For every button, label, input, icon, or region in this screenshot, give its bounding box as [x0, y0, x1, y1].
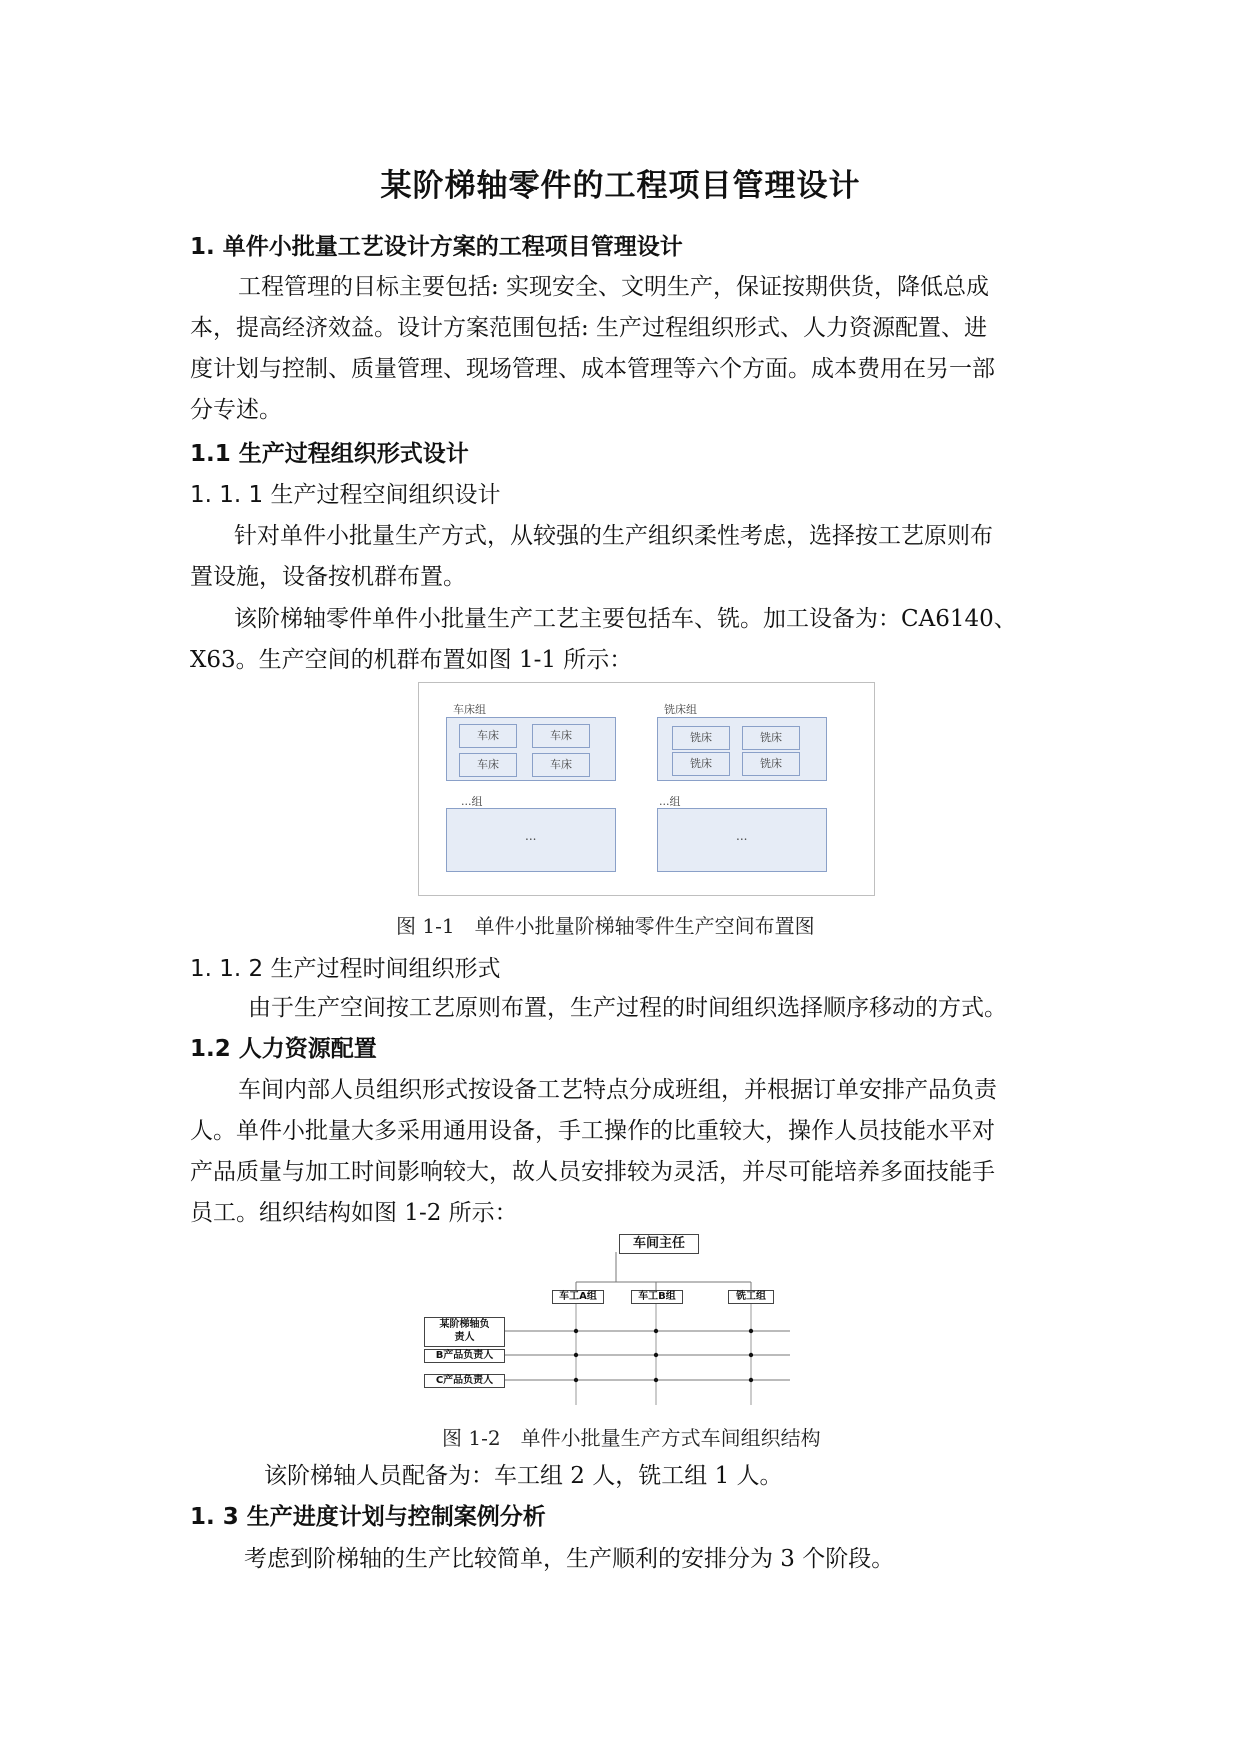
- group-label-lathe: 车床组: [453, 703, 486, 716]
- section-1-para-line: 工程管理的目标主要包括: 实现安全、文明生产，保证按期供货，降低总成: [238, 274, 990, 300]
- lathe-machine: 车床: [459, 753, 517, 777]
- lathe-machine: 车床: [532, 753, 590, 777]
- figure-1-1-caption: 图 1-1 单件小批量阶梯轴零件生产空间布置图: [396, 914, 815, 938]
- mill-machine: 铣床: [742, 726, 800, 750]
- mill-group: [657, 717, 827, 781]
- section-1-1-heading: 1.1 生产过程组织形式设计: [190, 441, 469, 467]
- staffing-para: 该阶梯轴人员配备为：车工组 2 人，铣工组 1 人。: [264, 1463, 783, 1489]
- section-1-1-1-heading: 1. 1. 1 生产过程空间组织设计: [190, 482, 501, 508]
- document-title: 某阶梯轴零件的工程项目管理设计: [380, 168, 861, 204]
- section-1-para-line: 分专述。: [190, 397, 282, 423]
- org-row-label: C产品负责人: [424, 1374, 505, 1388]
- org-row-label: [424, 1317, 505, 1347]
- mill-machine: 铣床: [672, 726, 730, 750]
- section-1-1-2-heading: 1. 1. 2 生产过程时间组织形式: [190, 956, 501, 982]
- org-box-director: 车间主任: [619, 1234, 699, 1254]
- org-row-label-line: 责人: [454, 1332, 475, 1343]
- section-1-1-2-para: 由于生产空间按工艺原则布置，生产过程的时间组织选择顺序移动的方式。: [248, 995, 1007, 1021]
- lathe-machine: 车床: [532, 724, 590, 748]
- section-1-2-para-line: 人。单件小批量大多采用通用设备，手工操作的比重较大，操作人员技能水平对: [190, 1118, 995, 1144]
- other-group: [446, 808, 616, 872]
- group-label-other: ...组: [659, 795, 681, 808]
- ellipsis: ...: [736, 829, 748, 843]
- mill-machine: 铣床: [672, 752, 730, 776]
- figure-1-2-org-chart: [420, 1230, 800, 1405]
- section-1-2-para-line: 产品质量与加工时间影响较大，故人员安排较为灵活，并尽可能培养多面技能手: [190, 1159, 995, 1185]
- org-row-label: B产品负责人: [424, 1349, 505, 1363]
- group-label-mill: 铣床组: [664, 703, 697, 716]
- other-group: [657, 808, 827, 872]
- section-1-para-line: 度计划与控制、质量管理、现场管理、成本管理等六个方面。成本费用在另一部: [190, 356, 995, 382]
- section-1-1-1-para-line: 针对单件小批量生产方式，从较强的生产组织柔性考虑，选择按工艺原则布: [234, 523, 993, 549]
- section-1-1-1-para-line: 该阶梯轴零件单件小批量生产工艺主要包括车、铣。加工设备为：CA6140、: [234, 606, 1017, 632]
- section-1-3-para: 考虑到阶梯轴的生产比较简单，生产顺利的安排分为 3 个阶段。: [244, 1546, 895, 1572]
- org-box-group: 车工A组: [552, 1290, 604, 1304]
- section-1-para-line: 本，提高经济效益。设计方案范围包括: 生产过程组织形式、人力资源配置、进: [190, 315, 988, 341]
- section-1-2-heading: 1.2 人力资源配置: [190, 1036, 377, 1062]
- lathe-group: [446, 717, 616, 781]
- org-box-group: 车工B组: [631, 1290, 683, 1304]
- section-1-2-para-line: 车间内部人员组织形式按设备工艺特点分成班组，并根据订单安排产品负责: [238, 1077, 997, 1103]
- mill-machine: 铣床: [742, 752, 800, 776]
- group-label-other: ...组: [461, 795, 483, 808]
- section-1-1-1-para-line: 置设施，设备按机群布置。: [190, 564, 466, 590]
- section-1-1-1-para-line: X63。生产空间的机群布置如图 1-1 所示：: [190, 647, 633, 673]
- lathe-machine: 车床: [459, 724, 517, 748]
- section-1-3-heading: 1. 3 生产进度计划与控制案例分析: [190, 1504, 546, 1530]
- section-1-heading: 1. 单件小批量工艺设计方案的工程项目管理设计: [190, 234, 683, 260]
- figure-1-2-caption: 图 1-2 单件小批量生产方式车间组织结构: [442, 1426, 821, 1450]
- ellipsis: ...: [525, 829, 537, 843]
- section-1-2-para-line: 员工。组织结构如图 1-2 所示：: [190, 1200, 518, 1226]
- figure-1-1-layout: [418, 682, 875, 896]
- org-row-label-line: 某阶梯轴负: [439, 1319, 490, 1330]
- org-box-group: 铣工组: [728, 1290, 774, 1304]
